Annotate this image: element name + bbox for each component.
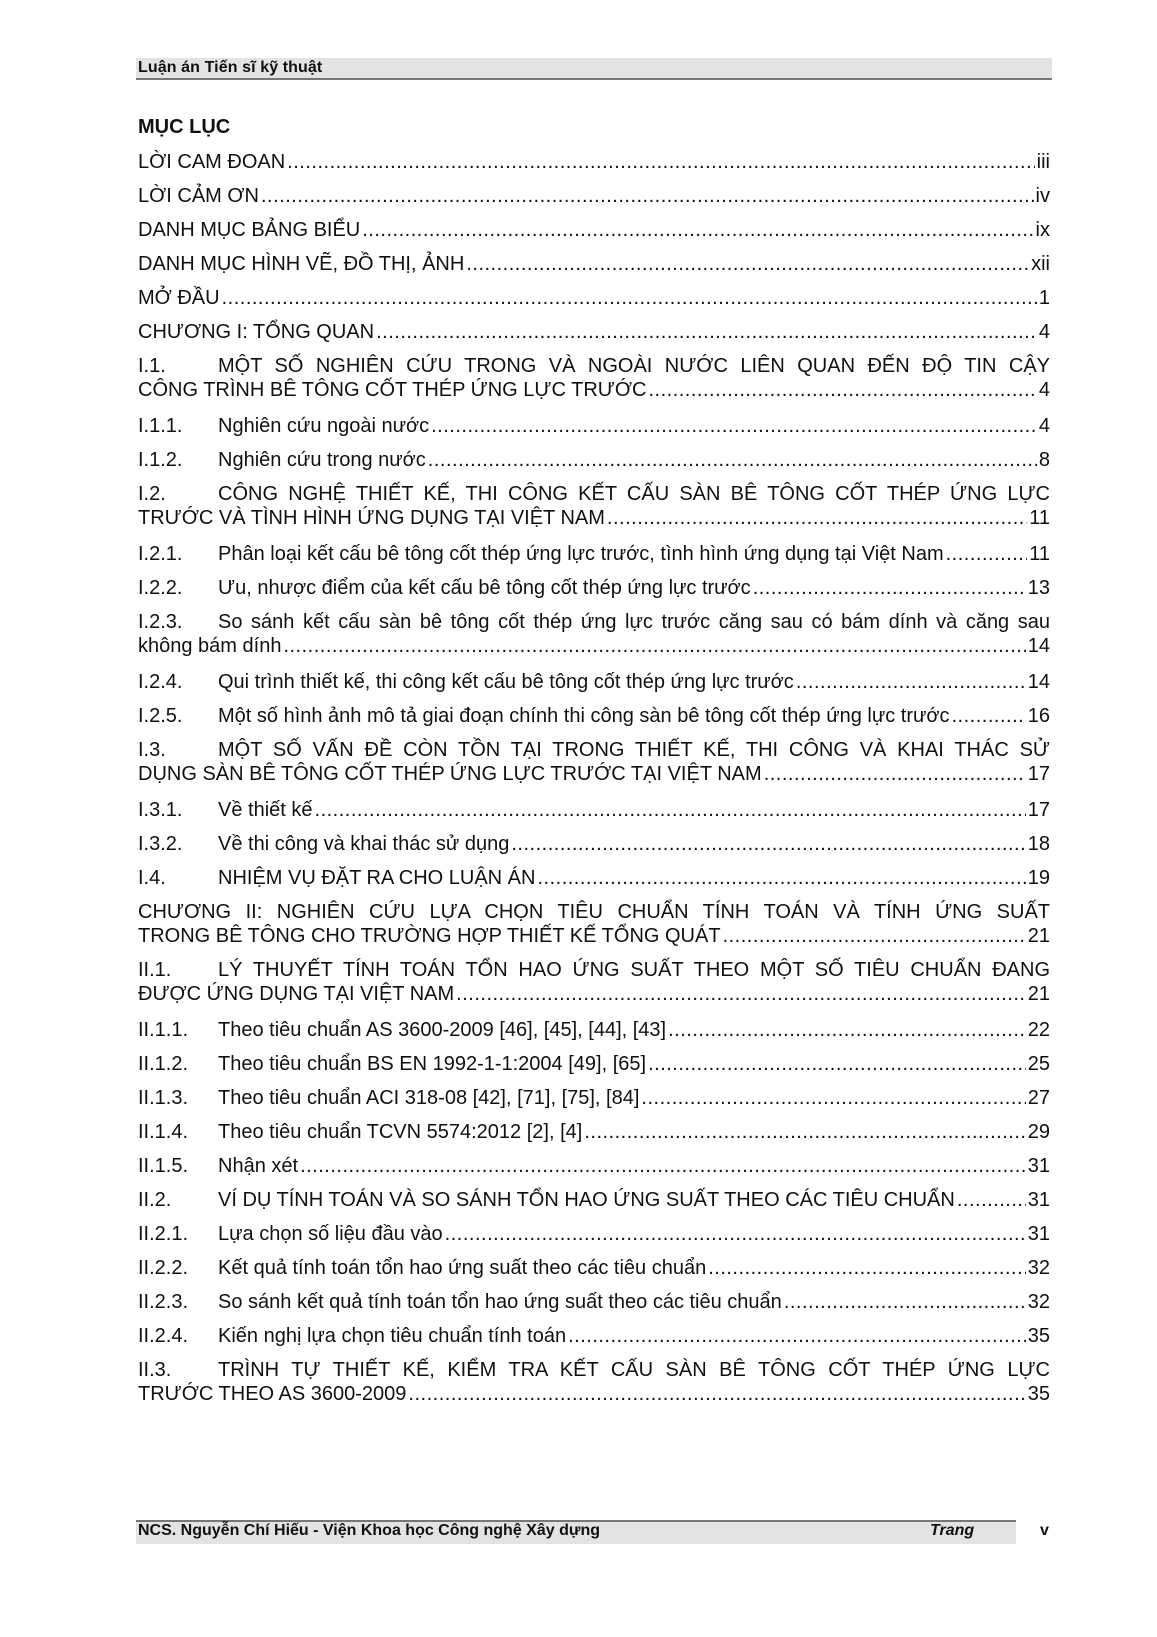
toc-entry-title: Kiến nghị lựa chọn tiêu chuẩn tính toán — [218, 1325, 567, 1347]
toc-entry-number: I.2.3. — [138, 611, 183, 633]
toc-entry-page: iii — [1036, 151, 1050, 173]
toc-entry-title-line1: LÝ THUYẾT TÍNH TOÁN TỔN HAO ỨNG SUẤT THEO MỘT SỐ TIÊU CHUẨN ĐANG — [218, 959, 1050, 981]
toc-entry-title: Theo tiêu chuẩn TCVN 5574:2012 [2], [4] — [218, 1121, 583, 1143]
toc-entry[interactable] — [138, 670, 1050, 694]
toc-entry-page: 22 — [1027, 1019, 1050, 1041]
toc-entry-page: 19 — [1027, 867, 1050, 889]
toc-entry-title: Lựa chọn số liệu đầu vào — [218, 1223, 443, 1245]
toc-entry-title-line1: So sánh kết cấu sàn bê tông cốt thép ứng lực trước căng sau có bám dính và căng sau — [218, 611, 1050, 633]
toc-entry[interactable] — [138, 1018, 1050, 1042]
toc-entry-number: I.1.2. — [138, 449, 183, 471]
toc-entry-title: TRƯỚC VÀ TÌNH HÌNH ỨNG DỤNG TẠI VIỆT NAM — [138, 507, 605, 529]
toc-entry[interactable] — [138, 1256, 1050, 1280]
dot-leader — [584, 1120, 1025, 1144]
toc-entry-page: ix — [1035, 219, 1050, 241]
toc-entry[interactable] — [138, 704, 1050, 728]
toc-entry-page: 32 — [1027, 1257, 1050, 1279]
toc-entry-title: TRƯỚC THEO AS 3600-2009 — [138, 1383, 407, 1405]
toc-entry[interactable] — [138, 1154, 1050, 1178]
toc-entry[interactable] — [138, 542, 1050, 566]
dot-leader — [283, 634, 1025, 658]
toc-entry-title: Về thiết kế — [218, 799, 313, 821]
toc-entry-title: Về thi công và khai thác sử dụng — [218, 833, 510, 855]
toc-entry[interactable] — [138, 354, 1050, 402]
toc-entry-title-line1: TRÌNH TỰ THIẾT KẾ, KIỂM TRA KẾT CẤU SÀN BÊ TÔNG CỐT THÉP ỨNG LỰC — [218, 1359, 1050, 1381]
dot-leader — [315, 798, 1026, 822]
toc-entry-page: 17 — [1027, 763, 1050, 785]
dot-leader — [287, 150, 1034, 174]
toc-entry-number: I.2.2. — [138, 577, 183, 599]
toc-entry-title: LỜI CẢM ƠN — [138, 185, 259, 207]
dot-leader — [648, 378, 1036, 402]
toc-entry[interactable] — [138, 252, 1050, 276]
toc-entry-title: CÔNG TRÌNH BÊ TÔNG CỐT THÉP ỨNG LỰC TRƯỚC — [138, 379, 647, 401]
dot-leader — [568, 1324, 1026, 1348]
dot-leader — [957, 1188, 1026, 1212]
toc-entry-number: II.1.5. — [138, 1155, 189, 1177]
toc-entry[interactable] — [138, 1358, 1050, 1406]
dot-leader — [222, 286, 1037, 310]
toc-entry-title: CHƯƠNG I: TỔNG QUAN — [138, 321, 375, 343]
dot-leader — [723, 924, 1026, 948]
toc-entry-title: không bám dính — [138, 635, 282, 657]
dot-leader — [946, 542, 1028, 566]
toc-entry-number: I.3. — [138, 739, 166, 761]
toc-entry-title: Nghiên cứu trong nước — [218, 449, 426, 471]
dot-leader — [668, 1018, 1026, 1042]
toc-entry-title: Ưu, nhược điểm của kết cấu bê tông cốt thép ứng lực trước — [218, 577, 751, 599]
dot-leader — [753, 576, 1026, 600]
toc-entry-first-line — [138, 1358, 1050, 1382]
toc-entry[interactable] — [138, 832, 1050, 856]
dot-leader — [261, 184, 1034, 208]
toc-entry-first-line — [138, 354, 1050, 378]
toc-entry[interactable] — [138, 218, 1050, 242]
dot-leader — [537, 866, 1025, 890]
toc-entry[interactable] — [138, 900, 1050, 948]
page-header — [136, 58, 1052, 80]
toc-entry-number: II.2.3. — [138, 1291, 189, 1313]
toc-entry[interactable] — [138, 1324, 1050, 1348]
toc-entry[interactable] — [138, 958, 1050, 1006]
toc-title: MỤC LỤC — [138, 116, 231, 138]
toc-entry-number: II.2.1. — [138, 1223, 189, 1245]
toc-entry[interactable] — [138, 610, 1050, 658]
toc-entry-page: 11 — [1029, 543, 1050, 565]
toc-entry-page: 32 — [1027, 1291, 1050, 1313]
dot-leader — [648, 1052, 1026, 1076]
toc-entry-title: Theo tiêu chuẩn ACI 318-08 [42], [71], [75], [84] — [218, 1087, 640, 1109]
toc-entry[interactable] — [138, 150, 1050, 174]
toc-entry[interactable] — [138, 448, 1050, 472]
toc-entry[interactable] — [138, 320, 1050, 344]
toc-entry-first-line — [138, 610, 1050, 634]
toc-entry-title: TRONG BÊ TÔNG CHO TRƯỜNG HỢP THIẾT KẾ TỔNG QUÁT — [138, 925, 721, 947]
toc-entry-page: 21 — [1027, 983, 1050, 1005]
toc-entry-number: II.1.3. — [138, 1087, 189, 1109]
toc-entry-first-line — [138, 958, 1050, 982]
toc-entry-number: I.3.2. — [138, 833, 183, 855]
toc-entry-title: Theo tiêu chuẩn AS 3600-2009 [46], [45], [44], [43] — [218, 1019, 667, 1041]
toc-entry[interactable] — [138, 1188, 1050, 1212]
toc-entry-page: xii — [1031, 253, 1050, 275]
toc-entry-title-line1: MỘT SỐ VẤN ĐỀ CÒN TỒN TẠI TRONG THIẾT KẾ, THI CÔNG VÀ KHAI THÁC SỬ — [218, 739, 1050, 761]
toc-entry-page: 31 — [1027, 1155, 1050, 1177]
header-title: Luận án Tiến sĩ kỹ thuật — [138, 59, 323, 76]
toc-entry-first-line — [138, 900, 1050, 924]
toc-entry[interactable] — [138, 576, 1050, 600]
toc-entry[interactable] — [138, 1222, 1050, 1246]
dot-leader — [952, 704, 1026, 728]
toc-entry-title: So sánh kết quả tính toán tổn hao ứng suất theo các tiêu chuẩn — [218, 1291, 782, 1313]
toc-entry-number: II.1.4. — [138, 1121, 189, 1143]
dot-leader — [456, 982, 1026, 1006]
toc-entry-page: 35 — [1027, 1325, 1050, 1347]
toc-entry-number: I.2. — [138, 483, 166, 505]
toc-entry-number: II.3. — [138, 1359, 172, 1381]
toc-entry-number: I.4. — [138, 867, 166, 889]
toc-entry-number: I.1.1. — [138, 415, 183, 437]
toc-entry-page: 4 — [1038, 415, 1050, 437]
toc-entry-number: I.3.1. — [138, 799, 183, 821]
toc-entry-title: MỞ ĐẦU — [138, 287, 220, 309]
toc-entry[interactable] — [138, 1052, 1050, 1076]
toc-entry[interactable] — [138, 414, 1050, 438]
toc-entry-number: I.2.5. — [138, 705, 183, 727]
toc-entry-title: Theo tiêu chuẩn BS EN 1992-1-1:2004 [49], [65] — [218, 1053, 647, 1075]
dot-leader — [362, 218, 1033, 242]
toc-entry-number: I.2.4. — [138, 671, 183, 693]
toc-entry-title: NHIỆM VỤ ĐẶT RA CHO LUẬN ÁN — [218, 867, 536, 889]
dot-leader — [300, 1154, 1026, 1178]
toc-entry-number: II.1.2. — [138, 1053, 189, 1075]
toc-entry-page: 16 — [1027, 705, 1050, 727]
toc-entry-page: 17 — [1027, 799, 1050, 821]
toc-entry[interactable] — [138, 1086, 1050, 1110]
toc-entry-number: I.2.1. — [138, 543, 183, 565]
toc-entry[interactable] — [138, 482, 1050, 530]
toc-entry[interactable] — [138, 1290, 1050, 1314]
toc-entry-title-line1: CÔNG NGHỆ THIẾT KẾ, THI CÔNG KẾT CẤU SÀN BÊ TÔNG CỐT THÉP ỨNG LỰC — [218, 483, 1050, 505]
dot-leader — [796, 670, 1026, 694]
toc-entry-number: II.2.4. — [138, 1325, 189, 1347]
toc-entry-page: 35 — [1027, 1383, 1050, 1405]
toc-entry-page: 27 — [1027, 1087, 1050, 1109]
toc-entry-title: VÍ DỤ TÍNH TOÁN VÀ SO SÁNH TỔN HAO ỨNG SUẤT THEO CÁC TIÊU CHUẨN — [218, 1189, 955, 1211]
toc-entry-number: II.1. — [138, 959, 172, 981]
toc-entry[interactable] — [138, 286, 1050, 310]
dot-leader — [445, 1222, 1026, 1246]
footer-page-number: v — [1040, 1522, 1049, 1539]
dot-leader — [511, 832, 1025, 856]
toc-entry-page: 25 — [1027, 1053, 1050, 1075]
toc-entry-page: 31 — [1027, 1223, 1050, 1245]
toc-entry-page: 11 — [1029, 507, 1050, 529]
dot-leader — [708, 1256, 1026, 1280]
toc-entry[interactable] — [138, 738, 1050, 786]
toc-entry-title: ĐƯỢC ỨNG DỤNG TẠI VIỆT NAM — [138, 983, 455, 1005]
toc-entry-page: 4 — [1038, 379, 1050, 401]
dot-leader — [466, 252, 1029, 276]
toc-entry-page: iv — [1035, 185, 1050, 207]
toc-entry-number: II.2.2. — [138, 1257, 189, 1279]
toc-entry-title: DỤNG SÀN BÊ TÔNG CỐT THÉP ỨNG LỰC TRƯỚC TẠI VIỆT NAM — [138, 763, 762, 785]
toc-entry[interactable] — [138, 1120, 1050, 1144]
footer-author: NCS. Nguyễn Chí Hiếu - Viện Khoa học Công nghệ Xây dựng — [138, 1522, 600, 1539]
toc-entry-title: Qui trình thiết kế, thi công kết cấu bê tông cốt thép ứng lực trước — [218, 671, 794, 693]
toc-entry-number: II.2. — [138, 1189, 172, 1211]
toc-entry-page: 8 — [1038, 449, 1050, 471]
toc-entry-page: 21 — [1027, 925, 1050, 947]
toc-entry-title-line1: CHƯƠNG II: NGHIÊN CỨU LỰA CHỌN TIÊU CHUẨN TÍNH TOÁN VÀ TÍNH ỨNG SUẤT — [138, 901, 1050, 923]
dot-leader — [376, 320, 1037, 344]
toc-entry-title: Phân loại kết cấu bê tông cốt thép ứng lực trước, tình hình ứng dụng tại Việt Nam — [218, 543, 944, 565]
toc-entry-first-line — [138, 738, 1050, 762]
dot-leader — [784, 1290, 1026, 1314]
toc-entry-page: 29 — [1027, 1121, 1050, 1143]
toc-entry-page: 14 — [1027, 671, 1050, 693]
toc-entry-title-line1: MỘT SỐ NGHIÊN CỨU TRONG VÀ NGOÀI NƯỚC LIÊN QUAN ĐẾN ĐỘ TIN CẬY — [218, 355, 1050, 377]
toc-entry-title: Một số hình ảnh mô tả giai đoạn chính thi công sàn bê tông cốt thép ứng lực trước — [218, 705, 950, 727]
toc-entry-page: 4 — [1038, 321, 1050, 343]
toc-entry-number: I.1. — [138, 355, 166, 377]
toc-entry-page: 14 — [1027, 635, 1050, 657]
toc-entry-page: 31 — [1027, 1189, 1050, 1211]
dot-leader — [428, 448, 1037, 472]
footer-page-label: Trang — [930, 1522, 975, 1539]
toc-entry-page: 18 — [1027, 833, 1050, 855]
toc-entry-page: 13 — [1027, 577, 1050, 599]
toc-entry-title: DANH MỤC HÌNH VẼ, ĐỒ THỊ, ẢNH — [138, 253, 465, 275]
dot-leader — [408, 1382, 1025, 1406]
toc-entry-title: Kết quả tính toán tổn hao ứng suất theo các tiêu chuẩn — [218, 1257, 707, 1279]
toc-entry-page: 1 — [1038, 287, 1050, 309]
dot-leader — [607, 506, 1027, 530]
toc-entry-title: DANH MỤC BẢNG BIỂU — [138, 219, 361, 241]
toc-entry-first-line — [138, 482, 1050, 506]
toc-entry-title: Nhận xét — [218, 1155, 299, 1177]
toc-entry-number: II.1.1. — [138, 1019, 189, 1041]
dot-leader — [641, 1086, 1025, 1110]
toc-entry-title: LỜI CAM ĐOAN — [138, 151, 286, 173]
toc-entry[interactable] — [138, 866, 1050, 890]
toc-entry-title: Nghiên cứu ngoài nước — [218, 415, 430, 437]
toc-entry[interactable] — [138, 798, 1050, 822]
toc-entry[interactable] — [138, 184, 1050, 208]
dot-leader — [431, 414, 1037, 438]
dot-leader — [764, 762, 1026, 786]
